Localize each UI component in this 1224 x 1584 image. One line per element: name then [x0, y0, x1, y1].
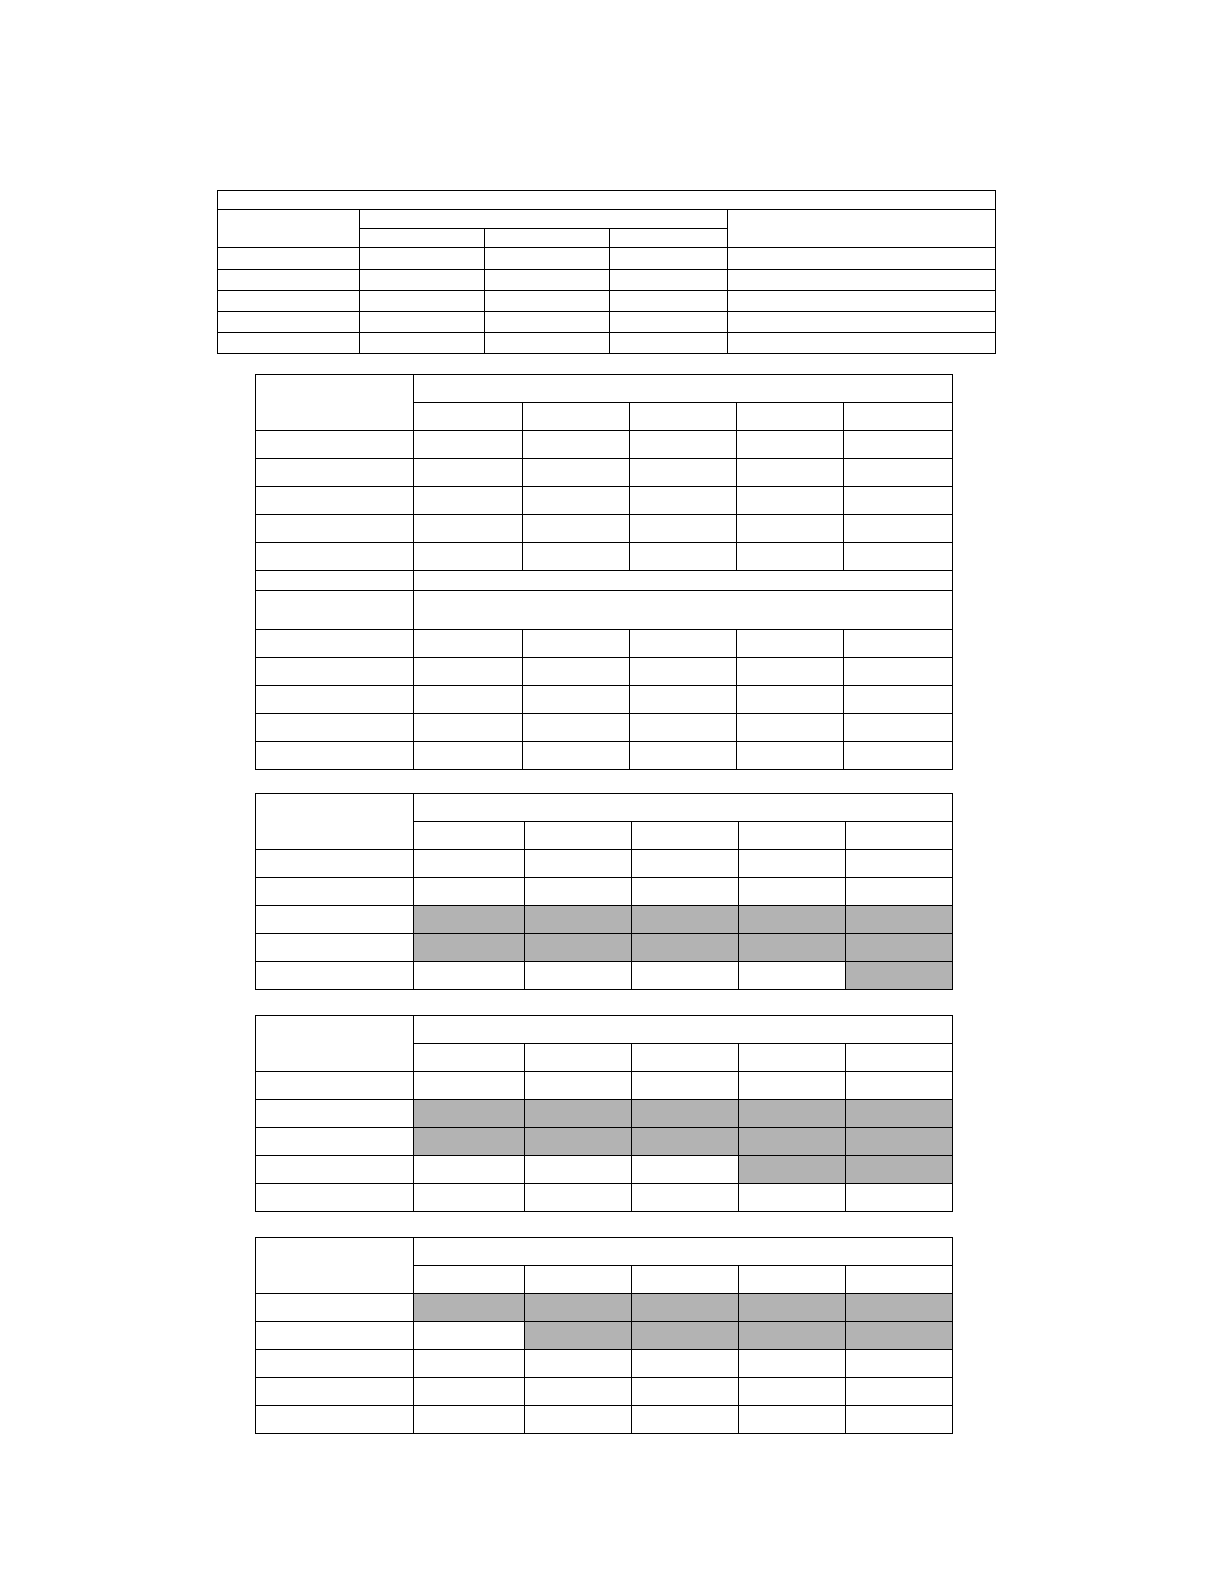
table-cell: [256, 543, 414, 571]
table-cell: [739, 1184, 846, 1212]
table-3-header-row: [256, 794, 953, 822]
table-cell: [256, 591, 414, 630]
shaded-cell: [739, 1128, 846, 1156]
table-cell: [739, 1072, 846, 1100]
table-cell: [256, 1156, 414, 1184]
table-cell: [360, 270, 485, 291]
table-cell: [414, 459, 523, 487]
table-cell: [844, 459, 953, 487]
table-cell: [523, 630, 630, 658]
table-cell: [256, 1072, 414, 1100]
table-1-subheader-cell: [485, 229, 610, 248]
table-cell: [256, 934, 414, 962]
table-3-subheader-cell: [739, 822, 846, 850]
shaded-cell: [414, 934, 525, 962]
table-cell: [737, 658, 844, 686]
shaded-cell: [846, 962, 953, 990]
table-cell: [737, 487, 844, 515]
table-cell: [844, 515, 953, 543]
table-cell: [256, 515, 414, 543]
shaded-cell: [846, 1100, 953, 1128]
table-cell: [844, 543, 953, 571]
table-5-subheader-cell: [525, 1266, 632, 1294]
shaded-cell: [739, 934, 846, 962]
table-cell: [844, 431, 953, 459]
shaded-cell: [846, 1156, 953, 1184]
table-row: [256, 1128, 953, 1156]
table-cell: [525, 962, 632, 990]
table-cell: [414, 1378, 525, 1406]
shaded-cell: [414, 1100, 525, 1128]
table-4-subheader-cell: [846, 1044, 953, 1072]
table-cell: [256, 658, 414, 686]
shaded-cell: [846, 1294, 953, 1322]
shaded-cell: [632, 1322, 739, 1350]
table-cell: [256, 1100, 414, 1128]
table-cell: [256, 714, 414, 742]
table-row: [256, 591, 953, 630]
table-cell: [414, 850, 525, 878]
table-cell: [414, 658, 523, 686]
table-cell: [525, 878, 632, 906]
table-cell: [414, 1350, 525, 1378]
table-2-header-row: [256, 375, 953, 403]
shaded-cell: [739, 1100, 846, 1128]
shaded-cell: [632, 934, 739, 962]
table-1: [217, 190, 996, 354]
table-cell: [256, 487, 414, 515]
table-cell: [630, 515, 737, 543]
table-cell: [218, 333, 360, 354]
table-4-group-header-cell: [414, 1016, 953, 1044]
table-5-subheader-cell: [846, 1266, 953, 1294]
table-row: [256, 878, 953, 906]
table-cell: [630, 686, 737, 714]
table-4-subheader-cell: [632, 1044, 739, 1072]
table-cell: [218, 312, 360, 333]
table-cell: [256, 1322, 414, 1350]
table-row: [256, 543, 953, 571]
table-5-subheader-cell: [414, 1266, 525, 1294]
table-row: [256, 1100, 953, 1128]
table-4: [255, 1015, 953, 1212]
table-row: [256, 1156, 953, 1184]
table-cell: [414, 1072, 525, 1100]
table-cell: [360, 333, 485, 354]
shaded-cell: [739, 1156, 846, 1184]
table-cell: [632, 1378, 739, 1406]
shaded-cell: [846, 1322, 953, 1350]
table-cell: [525, 1072, 632, 1100]
table-cell: [630, 431, 737, 459]
table-5: [255, 1237, 953, 1434]
shaded-cell: [414, 1294, 525, 1322]
table-row: [256, 571, 953, 591]
table-cell: [632, 962, 739, 990]
table-row: [218, 270, 996, 291]
table-cell: [414, 1184, 525, 1212]
table-1-title-row: [218, 191, 996, 210]
table-cell: [610, 333, 728, 354]
table-cell: [218, 270, 360, 291]
table-cell: [485, 291, 610, 312]
table-cell: [844, 658, 953, 686]
table-cell: [632, 1406, 739, 1434]
table-cell: [844, 487, 953, 515]
table-cell: [256, 1184, 414, 1212]
table-cell: [256, 742, 414, 770]
table-1-header-cell: [728, 210, 996, 248]
table-1-subheader-cell: [610, 229, 728, 248]
table-row: [218, 312, 996, 333]
table-1-header-row: [218, 210, 996, 229]
table-row: [256, 1294, 953, 1322]
table-cell: [523, 714, 630, 742]
table-row: [256, 934, 953, 962]
table-cell: [523, 487, 630, 515]
table-cell: [256, 1406, 414, 1434]
table-cell: [218, 248, 360, 270]
table-row: [256, 459, 953, 487]
table-cell: [360, 291, 485, 312]
table-cell: [525, 1378, 632, 1406]
table-cell: [739, 1378, 846, 1406]
table-row: [256, 850, 953, 878]
table-cell: [256, 962, 414, 990]
table-cell: [525, 1156, 632, 1184]
table-2: [255, 374, 953, 770]
table-row: [256, 1184, 953, 1212]
table-cell: [844, 714, 953, 742]
table-cell: [485, 248, 610, 270]
table-3-corner-cell: [256, 794, 414, 850]
table-cell: [739, 1350, 846, 1378]
table-row: [256, 714, 953, 742]
table-cell: [414, 487, 523, 515]
table-cell: [414, 742, 523, 770]
table-cell: [485, 333, 610, 354]
table-2-subheader-cell: [523, 403, 630, 431]
shaded-cell: [632, 1294, 739, 1322]
shaded-cell: [525, 934, 632, 962]
shaded-cell: [525, 1100, 632, 1128]
table-cell: [846, 1350, 953, 1378]
table-cell: [610, 248, 728, 270]
shaded-cell: [632, 1128, 739, 1156]
table-cell: [630, 714, 737, 742]
table-row: [256, 962, 953, 990]
table-cell: [256, 571, 414, 591]
shaded-cell: [739, 1322, 846, 1350]
table-cell: [737, 630, 844, 658]
table-cell: [414, 686, 523, 714]
table-row: [256, 742, 953, 770]
table-1-group-header-cell: [360, 210, 728, 229]
table-cell: [739, 850, 846, 878]
shaded-cell: [739, 1294, 846, 1322]
table-row: [256, 906, 953, 934]
table-4-subheader-cell: [739, 1044, 846, 1072]
table-row: [256, 686, 953, 714]
table-cell: [414, 431, 523, 459]
table-cell: [739, 1406, 846, 1434]
table-1-header-cell: [218, 210, 360, 248]
table-2-subheader-cell: [737, 403, 844, 431]
table-cell: [737, 515, 844, 543]
table-3: [255, 793, 953, 990]
table-cell: [728, 270, 996, 291]
table-cell: [632, 1072, 739, 1100]
shaded-cell: [846, 1128, 953, 1156]
table-cell: [414, 878, 525, 906]
table-cell: [844, 630, 953, 658]
table-cell: [256, 850, 414, 878]
table-cell: [256, 630, 414, 658]
shaded-cell: [739, 906, 846, 934]
table-cell: [632, 850, 739, 878]
table-row: [256, 630, 953, 658]
table-cell: [523, 742, 630, 770]
table-2-subheader-cell: [844, 403, 953, 431]
table-cell: [256, 1350, 414, 1378]
table-cell: [256, 1128, 414, 1156]
table-cell: [737, 431, 844, 459]
table-cell: [523, 658, 630, 686]
table-cell: [414, 714, 523, 742]
table-cell: [525, 850, 632, 878]
table-row: [256, 1406, 953, 1434]
table-cell: [739, 878, 846, 906]
table-cell: [630, 487, 737, 515]
table-4-subheader-cell: [525, 1044, 632, 1072]
table-cell: [525, 1184, 632, 1212]
table-4-header-row: [256, 1016, 953, 1044]
table-cell: [737, 459, 844, 487]
table-2-group-header-cell: [414, 375, 953, 403]
table-cell: [632, 1184, 739, 1212]
table-cell: [256, 1294, 414, 1322]
table-cell: [485, 312, 610, 333]
table-2-subheader-cell: [414, 403, 523, 431]
table-cell: [630, 658, 737, 686]
table-cell: [846, 1378, 953, 1406]
table-merged-cell: [414, 591, 953, 630]
table-cell: [523, 686, 630, 714]
table-row: [256, 515, 953, 543]
table-5-subheader-cell: [632, 1266, 739, 1294]
table-1-title-cell: [218, 191, 996, 210]
shaded-cell: [525, 906, 632, 934]
table-cell: [610, 312, 728, 333]
table-row: [256, 487, 953, 515]
table-cell: [414, 543, 523, 571]
table-2-subheader-cell: [630, 403, 737, 431]
shaded-cell: [846, 906, 953, 934]
table-cell: [739, 962, 846, 990]
table-cell: [846, 850, 953, 878]
shaded-cell: [525, 1294, 632, 1322]
table-3-group-header-cell: [414, 794, 953, 822]
table-cell: [632, 1350, 739, 1378]
table-row: [218, 291, 996, 312]
table-4-corner-cell: [256, 1016, 414, 1072]
shaded-cell: [414, 1128, 525, 1156]
table-cell: [256, 459, 414, 487]
table-cell: [523, 515, 630, 543]
table-cell: [728, 291, 996, 312]
table-cell: [525, 1350, 632, 1378]
table-cell: [414, 962, 525, 990]
table-4-subheader-cell: [414, 1044, 525, 1072]
table-cell: [256, 1378, 414, 1406]
table-row: [256, 1322, 953, 1350]
table-cell: [630, 742, 737, 770]
table-cell: [218, 291, 360, 312]
shaded-cell: [846, 934, 953, 962]
table-cell: [610, 291, 728, 312]
table-cell: [630, 630, 737, 658]
table-cell: [414, 630, 523, 658]
table-merged-cell: [414, 571, 953, 591]
table-cell: [846, 878, 953, 906]
table-cell: [256, 686, 414, 714]
table-row: [256, 431, 953, 459]
table-cell: [632, 878, 739, 906]
table-row: [256, 1350, 953, 1378]
table-3-subheader-cell: [525, 822, 632, 850]
table-cell: [414, 1322, 525, 1350]
table-cell: [632, 1156, 739, 1184]
table-row: [256, 658, 953, 686]
table-2-corner-cell: [256, 375, 414, 431]
shaded-cell: [632, 906, 739, 934]
shaded-cell: [525, 1128, 632, 1156]
table-cell: [256, 431, 414, 459]
table-cell: [414, 1406, 525, 1434]
table-row: [256, 1072, 953, 1100]
table-5-header-row: [256, 1238, 953, 1266]
table-cell: [737, 686, 844, 714]
table-cell: [523, 459, 630, 487]
table-cell: [256, 878, 414, 906]
table-cell: [728, 312, 996, 333]
table-cell: [737, 714, 844, 742]
table-cell: [846, 1184, 953, 1212]
table-cell: [728, 248, 996, 270]
table-cell: [844, 742, 953, 770]
table-3-subheader-cell: [414, 822, 525, 850]
table-cell: [728, 333, 996, 354]
table-cell: [414, 1156, 525, 1184]
table-cell: [737, 543, 844, 571]
table-cell: [630, 459, 737, 487]
table-3-subheader-cell: [846, 822, 953, 850]
table-cell: [630, 543, 737, 571]
table-row: [256, 1378, 953, 1406]
shaded-cell: [632, 1100, 739, 1128]
table-5-corner-cell: [256, 1238, 414, 1294]
table-cell: [525, 1406, 632, 1434]
table-cell: [360, 312, 485, 333]
table-cell: [610, 270, 728, 291]
table-cell: [737, 742, 844, 770]
table-cell: [844, 686, 953, 714]
shaded-cell: [525, 1322, 632, 1350]
table-cell: [846, 1406, 953, 1434]
table-cell: [360, 248, 485, 270]
table-cell: [523, 543, 630, 571]
table-cell: [256, 906, 414, 934]
table-5-group-header-cell: [414, 1238, 953, 1266]
table-row: [218, 248, 996, 270]
table-cell: [414, 515, 523, 543]
table-cell: [523, 431, 630, 459]
shaded-cell: [414, 906, 525, 934]
table-1-subheader-cell: [360, 229, 485, 248]
table-3-subheader-cell: [632, 822, 739, 850]
table-cell: [846, 1072, 953, 1100]
table-5-subheader-cell: [739, 1266, 846, 1294]
table-cell: [485, 270, 610, 291]
table-row: [218, 333, 996, 354]
